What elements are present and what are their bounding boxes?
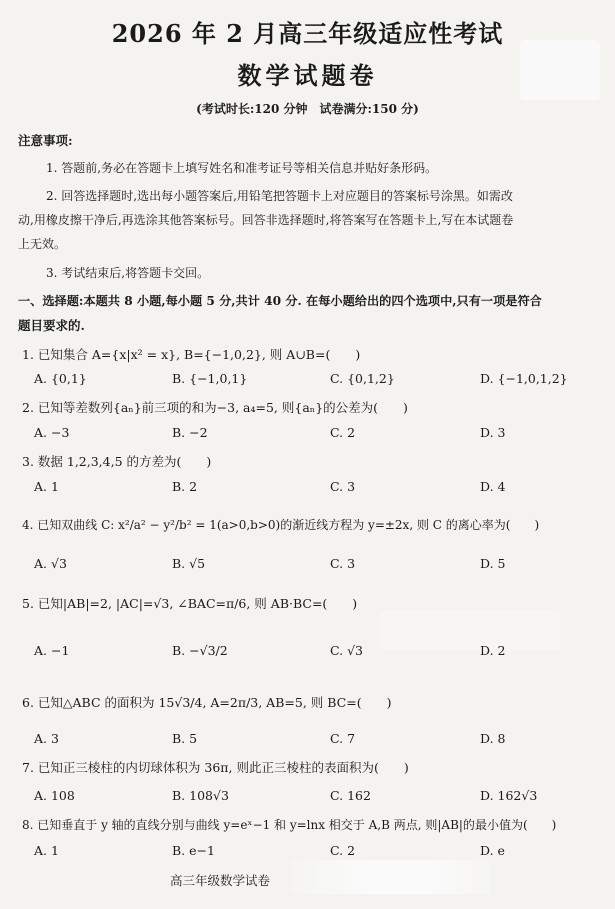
option-c: C. 162 [330, 788, 371, 803]
question-stem: 7. 已知正三棱柱的内切球体积为 36π, 则此正三棱柱的表面积为( ) [22, 760, 409, 775]
notice-line: 3. 考试结束后,将答题卡交回。 [46, 266, 210, 280]
option-a: A. 108 [34, 788, 75, 803]
option-d: D. 8 [480, 731, 506, 746]
question-stem: 1. 已知集合 A={x|x² = x}, B={−1,0,2}, 则 A∪B=( ) [22, 347, 361, 362]
exam-meta: (考试时长:120 分钟 试卷满分:150 分) [196, 102, 419, 116]
option-a: A. −3 [34, 425, 70, 440]
option-a: A. √3 [34, 556, 67, 571]
option-b: B. −2 [172, 425, 208, 440]
option-c: C. 2 [330, 425, 356, 440]
option-b: B. e−1 [172, 843, 215, 858]
option-a: A. 3 [34, 731, 59, 746]
notice-title: 注意事项: [18, 133, 73, 148]
question-stem: 5. 已知|AB|=2, |AC|=√3, ∠BAC=π/6, 则 AB·BC=( ) [22, 596, 358, 611]
exam-subtitle: 数学试题卷 [237, 61, 378, 90]
option-c: C. 2 [330, 843, 356, 858]
option-c: C. 3 [330, 556, 356, 571]
option-c: C. 7 [330, 731, 356, 746]
option-d: D. 162√3 [480, 788, 538, 803]
option-a: A. 1 [34, 479, 59, 494]
notice-line: 动,用橡皮擦干净后,再选涂其他答案标号。回答非选择题时,将答案写在答题卡上,写在本试题卷 [18, 213, 514, 227]
page-footer: 高三年级数学试卷 [170, 873, 271, 888]
option-b: B. 108√3 [172, 788, 229, 803]
option-c: C. 3 [330, 479, 356, 494]
option-b: B. −√3/2 [172, 643, 228, 658]
question-stem: 3. 数据 1,2,3,4,5 的方差为( ) [22, 454, 212, 469]
question-stem: 2. 已知等差数列{aₙ}前三项的和为−3, a₄=5, 则{aₙ}的公差为( ) [22, 400, 408, 415]
notice-line: 上无效。 [18, 237, 67, 251]
exam-title: 2026 年 2 月高三年级适应性考试 [111, 19, 504, 48]
section-heading: 一、选择题:本题共 8 小题,每小题 5 分,共计 40 分. 在每小题给出的四个选项中,只有一项是符合 [18, 294, 542, 308]
option-d: D. 5 [480, 556, 506, 571]
option-a: A. {0,1} [34, 371, 87, 386]
option-d: D. 4 [480, 479, 506, 494]
notice-line: 2. 回答选择题时,选出每小题答案后,用铅笔把答题卡上对应题目的答案标号涂黑。如需改 [46, 189, 513, 203]
option-b: B. 2 [172, 479, 198, 494]
option-d: D. 2 [480, 643, 506, 658]
notice-line: 1. 答题前,务必在答题卡上填写姓名和准考证号等相关信息并贴好条形码。 [46, 161, 438, 175]
question-stem: 8. 已知垂直于 y 轴的直线分别与曲线 y=eˣ−1 和 y=lnx 相交于 A,B 两点, 则|AB|的最小值为( ) [22, 818, 557, 832]
option-a: A. 1 [34, 843, 59, 858]
option-a: A. −1 [34, 643, 70, 658]
option-d: D. {−1,0,1,2} [480, 371, 568, 386]
option-b: B. √5 [172, 556, 206, 571]
question-stem: 6. 已知△ABC 的面积为 15√3/4, A=2π/3, AB=5, 则 BC=( ) [22, 695, 392, 710]
option-b: B. {−1,0,1} [172, 371, 248, 386]
option-b: B. 5 [172, 731, 198, 746]
option-c: C. {0,1,2} [330, 371, 395, 386]
bottom-smudge [290, 860, 490, 894]
question-stem: 4. 已知双曲线 C: x²/a² − y²/b² = 1(a>0,b>0)的渐近线方程为 y=±2x, 则 C 的离心率为( ) [22, 518, 540, 532]
option-c: C. √3 [330, 643, 363, 658]
section-heading: 题目要求的. [18, 318, 85, 333]
option-d: D. e [480, 843, 505, 858]
option-d: D. 3 [480, 425, 506, 440]
watermark-smudge [380, 610, 560, 650]
